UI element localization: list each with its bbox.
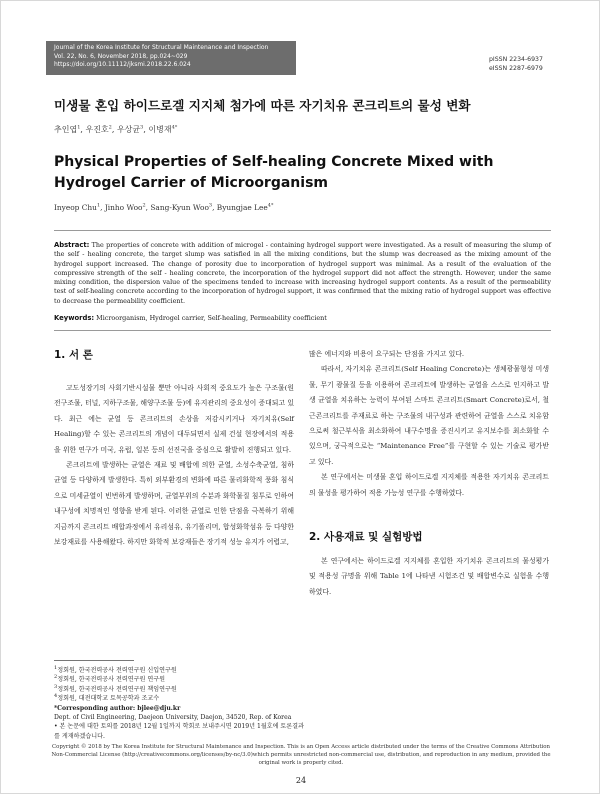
right-column-paragraph: 따라서, 자기치유 콘크리트(Self Healing Concrete)는 생체광물형성 미생물, 무기 광물질 등을 이용하여 콘크리트에 발생하는 균열을 스스로 인지하고 발생 균열을 치유하는 능력이 부여된 스마트 콘크리트(Smart Concrete)로서, 철근콘크리트를 주재료로 하는 구조물의 내구성과 관련하여 균열을 스스로 치유함으로써 철근부식을 최소화하여 내구수명을 증진시키고 유지보수를 최소화할 수 있으며, 궁극적으로는 “Maintenance Free”를 구현할 수 있는 기술로 평가받고 있다. — [309, 365, 549, 466]
authors-korean: 추인엽$^1$, 우진호$^2$, 우상균$^3$, 이병재$^{4*}$ — [54, 124, 178, 134]
section-1-paragraph: 고도성장기의 사회기반시설물 뿐만 아니라 사회적 중요도가 높은 구조물(원전구조물, 터널, 지하구조물, 해양구조물 등)에 유지관리의 중요성이 증대되고 있다. 최근 에는 균열 등 콘크리트의 손상을 저감시키거나 자기치유(Self Healing)할 수 있는 콘크리트의 개념이 대두되면서 실제 건설 현장에서의 적용을 위한 연구가 미국, 유럽, 일본 등의 선진국을 중심으로 활발히 진행되고 있다. — [54, 384, 294, 454]
author-ko: 우상균 — [116, 125, 141, 134]
author-ko-sup: 1 — [77, 124, 81, 131]
section-1-heading: 1. 서 론 — [54, 349, 93, 361]
author-en-sup: 1 — [96, 202, 101, 209]
authors-english: Inyeop Chu$^1$, Jinho Woo$^2$, Sang-Kyun Woo$^3$, Byungjae Lee$^{4*}$ — [54, 202, 274, 212]
left-column — [54, 347, 294, 550]
corresponding-author: *Corresponding author: bjlee@dju.kr — [54, 704, 181, 712]
author-ko: 추인엽 — [54, 125, 78, 134]
footnote-sup: 1 — [54, 664, 58, 671]
abstract-top-divider — [54, 230, 551, 231]
abstract-label-punct: : — [86, 241, 90, 249]
author-en: Jinho Woo — [104, 203, 143, 212]
abstract-label: Abstract — [54, 241, 87, 249]
right-column-paragraph: 본 연구에서는 미생물 혼입 하이드로겔 지지체를 적용한 자기치유 콘크리트의 물성을 평가하여 적용 가능성 연구를 수행하였다. — [309, 473, 549, 497]
right-column-paragraph: 많은 에너지와 비용이 요구되는 단점을 가지고 있다. — [309, 350, 465, 358]
author-ko-sup: 2 — [108, 124, 112, 131]
issn-block — [489, 56, 543, 73]
footnote: $^4$정회원, 대전대학교 토목공학과 조교수 — [54, 693, 160, 703]
section-2-heading: 2. 사용재료 및 실험방법 — [309, 531, 423, 544]
footnote-sup: 2 — [54, 674, 58, 681]
section-2-paragraph: 본 연구에서는 하이드로겔 지지체를 혼입한 자기치유 콘크리트의 물성평가 및 적용성 규명을 위해 Table 1에 나타낸 시험조건 및 배합변수로 실험을 수행하였다. — [309, 557, 549, 596]
author-en: Inyeop Chu — [54, 203, 97, 212]
author-en-sup: 3 — [208, 202, 213, 209]
footnote-sup: 3 — [54, 683, 58, 690]
copyright-notice: Copyright © 2018 by The Korea Institute for Structural Maintenance and Inspection. This is an Open Access article distributed under the terms of the Creative Commons Attribution Non-Commercial License (http://creativecommons.org/licenses/by-nc/3.0)which permits unrestricted non-commercial use, distribution, and reproduction in any medium, provided the original work is properly cited. — [51, 744, 551, 767]
abstract-text: The properties of concrete with addition of microgel - containing hydrogel support were investigated. As a result of measuring the slump of the self - healing concrete, the target slump was satisfied in all the mixing conditions, but the slump was decreased as the mixing amount of the hydrogel support increased. The change of porosity due to incorporation of hydrogel support was minimal. As a result of the evaluation of the compressive strength of the self - healing concrete, the incorporation of the hydrogel support did not affect the strength. However, under the same mixing condition, the dispersion value of the specimens tended to increase with increasing hydrogel support contents. As a result of the permeability test of self-healing concrete according to the incorporation of hydrogel support, it was confirmed that the mixing ratio of hydrogel support was effective to decrease the permeability coefficient. — [54, 241, 551, 305]
author-en-sup: 2 — [142, 202, 146, 209]
footnotes — [54, 666, 304, 741]
right-column — [309, 347, 549, 600]
pissn: pISSN 2234-6937 — [489, 56, 543, 63]
abstract — [54, 241, 551, 306]
author-ko: 이병재 — [148, 125, 172, 134]
journal-volume: Vol. 22, No. 6, November 2018, pp.024~029 — [54, 52, 188, 60]
author-en: Sang-Kyun Woo — [150, 203, 209, 212]
author-ko-sup: 3 — [140, 124, 144, 131]
keywords-label-punct: : — [91, 314, 95, 322]
title-korean: 미생물 혼입 하이드로겔 지지체 첨가에 따른 자기치유 콘크리트의 물성 변화 — [54, 98, 471, 113]
footnote: $^1$정회원, 한국전력공사 전력연구원 신입연구원 — [54, 664, 177, 674]
footnote-divider — [54, 660, 134, 661]
journal-doi-link[interactable]: https://doi.org/10.11112/jksmi.2018.22.6.024 — [54, 61, 191, 69]
page-number: 24 — [295, 776, 307, 785]
author-ko-sup: 4* — [171, 124, 178, 131]
journal-header-band — [46, 41, 296, 75]
journal-name: Journal of the Korea Institute for Structural Maintenance and Inspection — [54, 44, 269, 51]
discussion-note: • 본 논문에 대한 토의를 2018년 12월 1일까지 학회로 보내주시면 2019년 1월호에 토론결과를 게재하겠습니다. — [54, 723, 304, 740]
author-ko: 우진호 — [85, 125, 109, 134]
footnote: $^3$정회원, 한국전력공사 전력연구원 책임연구원 — [54, 683, 177, 693]
author-affiliation: Dept. of Civil Engineering, Daejeon University, Daejon, 34520, Rep. of Korea — [54, 714, 292, 722]
section-1-paragraph: 콘크리트에 발생하는 균열은 재료 및 배합에 의한 균열, 소성수축균열, 침하균열 등 다양하게 발생한다. 특히 외부환경의 변화에 따른 물리화학적 풍화 침식으로 미세균열이 빈번하게 발생하며, 균열부위의 수분과 화학물질 침투로 인하여 내구성에 치명적인 영향을 받게 된다. 이러한 균열로 인한 단점을 극복하기 위해 지금까지 콘크리트 배합과정에서 유리섬유, 유기폴리머, 합성화학섬유 등 다양한 보강재료를 사용해왔다. 하지만 화학적 보강재들은 장기적 성능 유지가 어렵고, — [54, 461, 294, 547]
abstract-bottom-divider — [54, 330, 551, 331]
keywords-label: Keywords — [54, 314, 92, 322]
keywords — [54, 314, 551, 322]
footnote-sup: 4 — [54, 693, 58, 700]
eissn: eISSN 2287-6979 — [489, 64, 543, 72]
title-english: Physical Properties of Self-healing Concrete Mixed with Hydrogel Carrier of Microorganism — [54, 154, 494, 191]
author-en-sup: 4* — [267, 202, 274, 209]
footnote: $^2$정회원, 한국전력공사 전력연구원 연구원 — [54, 674, 166, 684]
author-en: Byungjae Lee — [216, 203, 268, 212]
keywords-text: Microorganism, Hydrogel carrier, Self-healing, Permeability coefficient — [96, 314, 327, 322]
